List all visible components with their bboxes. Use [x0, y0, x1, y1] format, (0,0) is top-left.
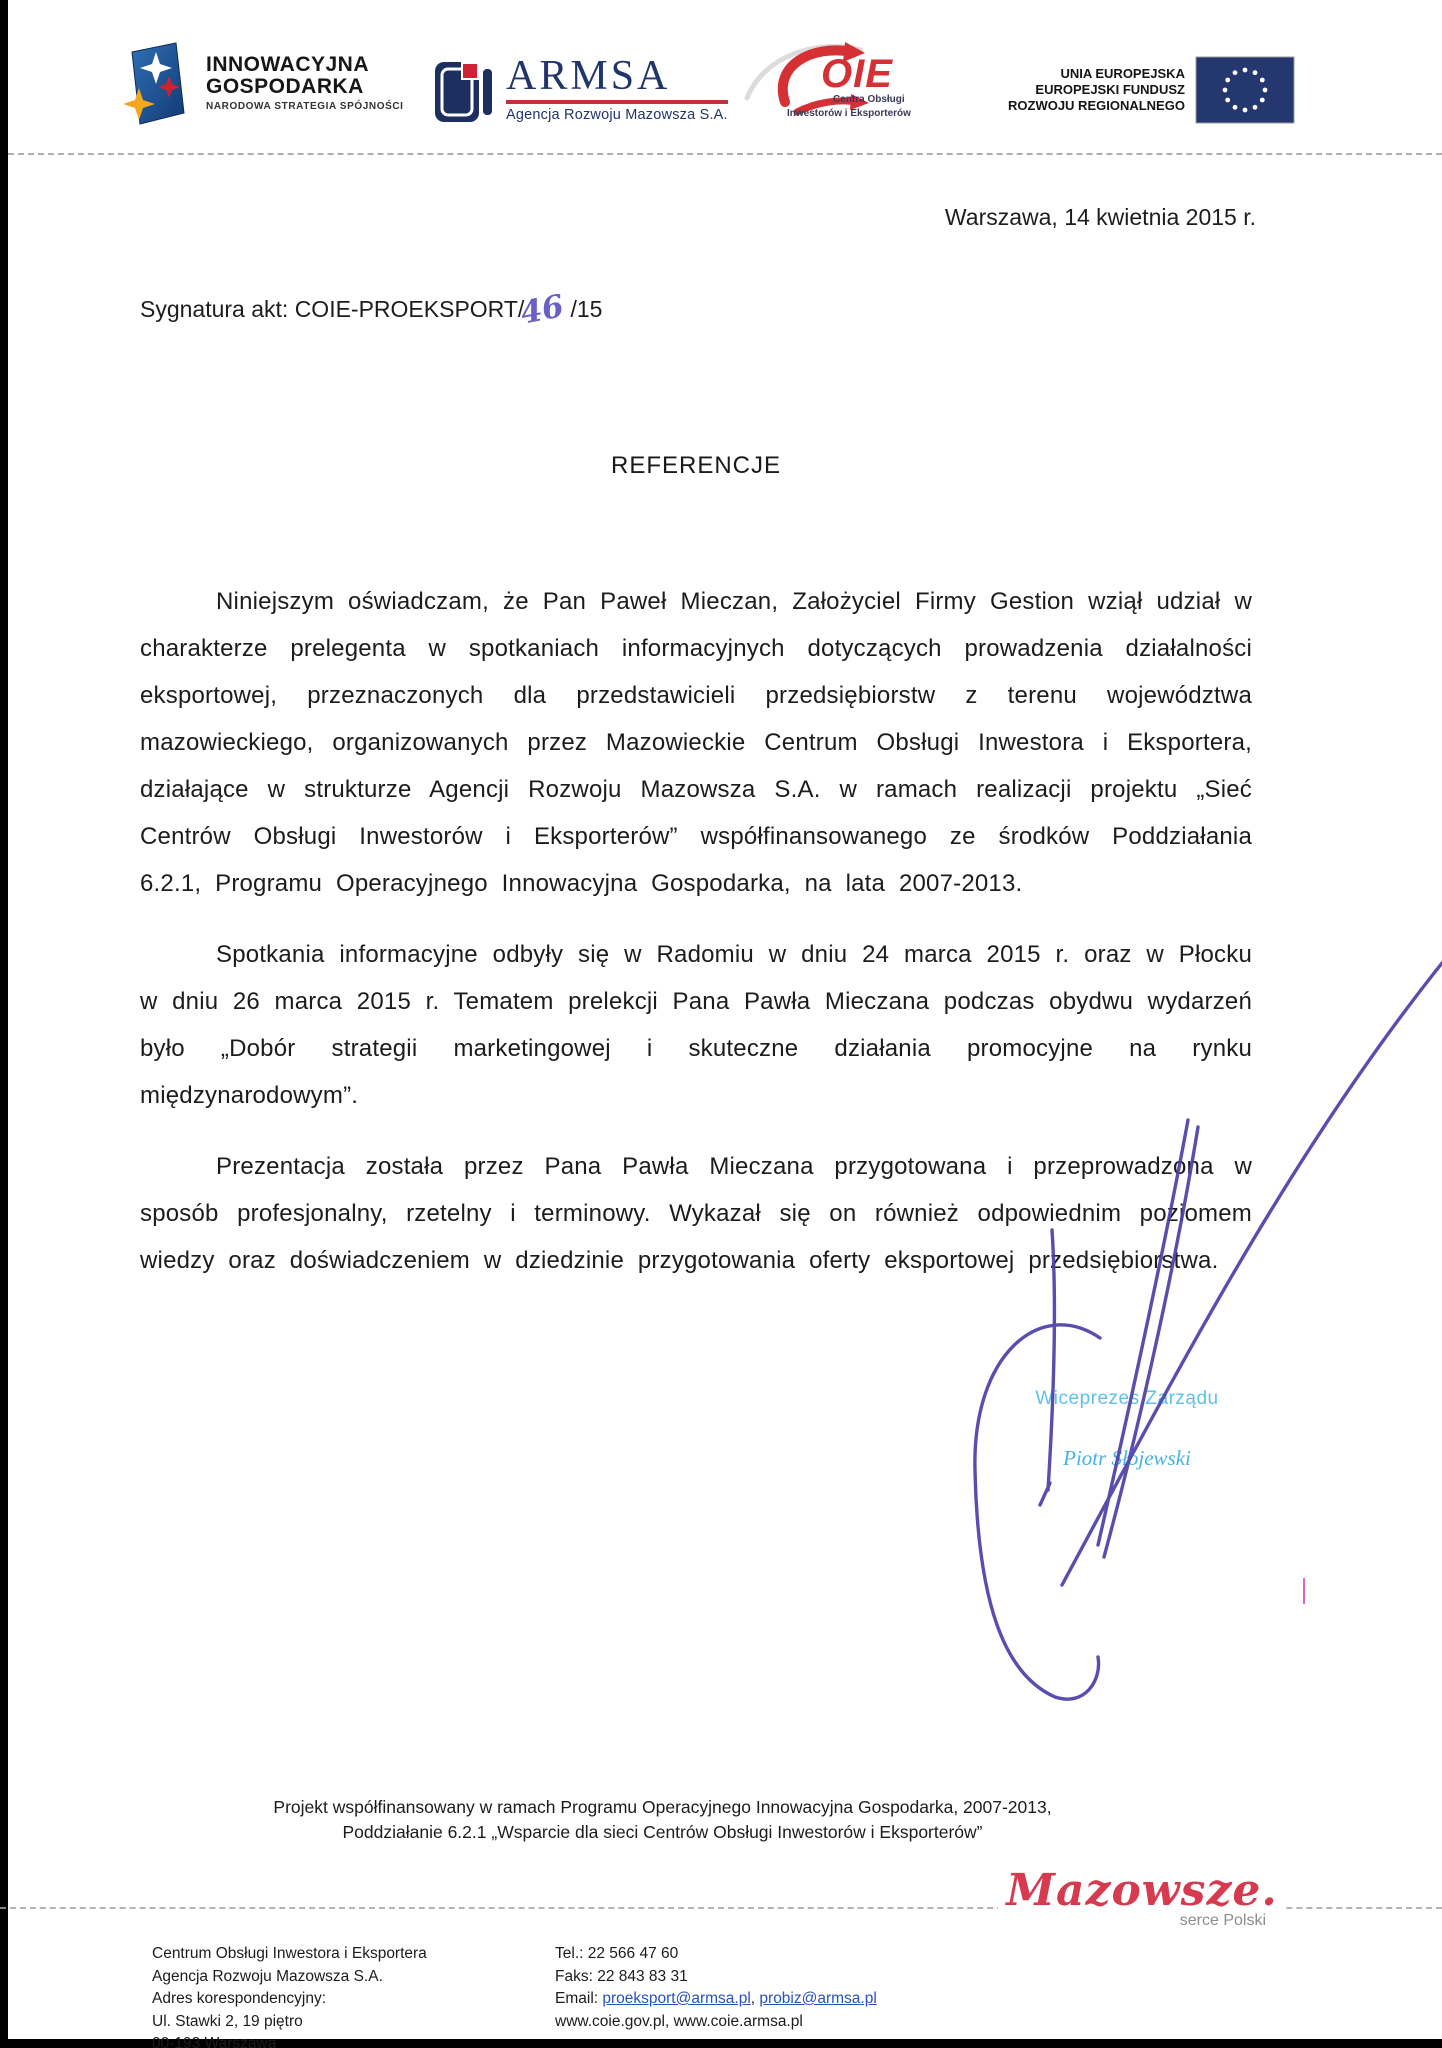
eu-line3: ROZWOJU REGIONALNEGO — [1008, 98, 1185, 113]
coie-subtitle-1: Centra Obsługi — [833, 94, 905, 105]
handwritten-signature — [950, 945, 1442, 1715]
paragraph-1: Niniejszym oświadczam, że Pan Paweł Mieczan, Założyciel Firmy Gestion wziął udział w charakterze prelegenta w spotkaniach informacyjnych dotyczących prowadzenia działalności eksportowej, przeznaczonych dla przedstawicieli przedsiębiorstw z terenu województwa mazowieckiego, organizowanych przez Mazowieckie Centrum Obsługi Inwestora i Eksportera, działające w strukturze Agencji Rozwoju Mazowsza S.A. w ramach realizacji projektu „Sieć Centrów Obsługi Inwestorów i Eksporterów” współfinansowanego ze środków Poddziałania 6.2.1, Programu Operacyjnego Innowacyjna Gospodarka, na lata 2007-2013. — [140, 588, 1252, 897]
contact-phone: Tel.: 22 566 47 60 — [555, 1945, 679, 1962]
contact-email-label: Email: — [555, 1990, 603, 2007]
email-link-proeksport[interactable]: proeksport@armsa.pl — [602, 1990, 751, 2007]
pink-pen-mark — [1303, 1578, 1305, 1604]
case-reference-suffix: /15 — [570, 296, 603, 322]
project-note-line2: Poddziałanie 6.2.1 „Wsparcie dla sieci Centrów Obsługi Inwestorów i Eksporterów” — [342, 1822, 983, 1842]
armsa-subtitle: Agencja Rozwoju Mazowsza S.A. — [506, 107, 728, 123]
contact-city: 00-193 Warszawa — [152, 2035, 277, 2048]
armsa-logo — [432, 53, 728, 126]
scan-edge-left — [0, 0, 8, 2048]
project-cofinancing-note — [0, 1795, 1325, 1845]
armsa-text — [506, 53, 728, 123]
contact-fax: Faks: 22 843 83 31 — [555, 1967, 688, 1985]
armsa-book-icon — [432, 56, 494, 126]
case-reference-line — [140, 288, 603, 332]
handwritten-case-number: 46 — [517, 288, 568, 332]
eu-flag-icon — [1195, 56, 1295, 124]
mazowsze-tagline: serce Polski — [1179, 1912, 1266, 1929]
eu-line2: EUROPEJSKI FUNDUSZ — [1035, 82, 1185, 97]
eu-line1: UNIA EUROPEJSKA — [1060, 66, 1185, 81]
ig-line3: NARODOWA STRATEGIA SPÓJNOŚCI — [206, 101, 404, 112]
case-reference-prefix: Sygnatura akt: COIE-PROEKSPORT/ — [140, 296, 525, 322]
contact-org-line2: Agencja Rozwoju Mazowsza S.A. — [152, 1967, 383, 1985]
document-title: REFERENCJE — [610, 452, 782, 479]
contact-street: Ul. Stawki 2, 19 piętro — [152, 2012, 303, 2030]
coie-subtitle-2: Inwestorów i Eksporterów — [787, 108, 911, 119]
contact-email-line — [555, 1988, 877, 2011]
header-divider — [8, 153, 1442, 155]
contact-org-line1: Centrum Obsługi Inwestora i Eksportera — [152, 1945, 427, 1962]
innowacyjna-gospodarka-text — [206, 54, 404, 112]
coie-name: OIE — [821, 52, 893, 96]
innowacyjna-gospodarka-emblem-icon — [122, 40, 192, 126]
contact-email-separator: , — [750, 1990, 760, 2007]
project-note-line1: Projekt współfinansowany w ramach Programu Operacyjnego Innowacyjna Gospodarka, 2007-2013, — [273, 1797, 1052, 1817]
innowacyjna-gospodarka-logo — [122, 40, 404, 126]
contact-phone-block — [555, 1943, 877, 2033]
mazowsze-logo — [998, 1866, 1286, 1934]
ig-line1: INNOWACYJNA — [206, 53, 370, 76]
email-link-probiz[interactable]: probiz@armsa.pl — [759, 1990, 877, 2007]
coie-logo — [733, 36, 923, 131]
paragraph-3: Prezentacja została przez Pana Pawła Mieczana przygotowana i przeprowadzona w sposób profesjonalny, rzetelny i terminowy. Wykazał się on również odpowiednim poziomem wiedzy oraz doświadczeniem w dziedzinie przygotowania oferty eksportowej przedsiębiorstwa. — [140, 1153, 1252, 1274]
ig-line2: GOSPODARKA — [206, 75, 364, 98]
contact-websites: www.coie.gov.pl, www.coie.armsa.pl — [555, 2012, 803, 2030]
contact-address-label: Adres korespondencyjny: — [152, 1990, 327, 2007]
signer-name-stamp: Piotr Słojewski — [1063, 1446, 1191, 1470]
mazowsze-wordmark: Mazowsze. — [1006, 1865, 1278, 1916]
date-line: Warszawa, 14 kwietnia 2015 r. — [944, 204, 1256, 230]
eu-text — [1008, 66, 1185, 114]
armsa-name: ARMSA — [506, 56, 728, 104]
eu-logo — [1008, 56, 1295, 124]
contact-address-block — [152, 1943, 427, 2048]
paragraph-2: Spotkania informacyjne odbyły się w Radomiu w dniu 24 marca 2015 r. oraz w Płocku w dniu 26 marca 2015 r. Tematem prelekcji Pana Pawła Mieczana podczas obydwu wydarzeń było „Dobór strategii marketingowej i skuteczne działania promocyjne na rynku międzynarodowym”. — [140, 941, 1252, 1109]
signer-role-stamp: Wiceprezes Zarządu — [1035, 1388, 1219, 1409]
